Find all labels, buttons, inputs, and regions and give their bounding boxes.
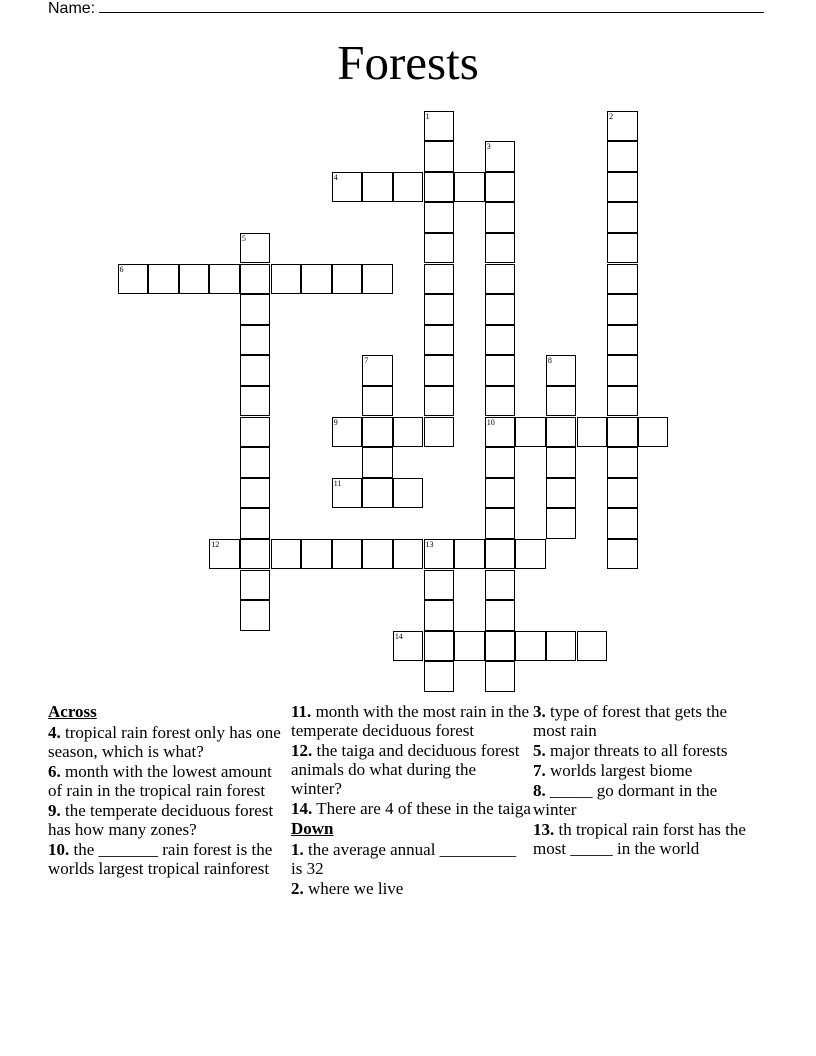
- clue-text: the temperate deciduous forest has how many zones?: [48, 801, 274, 839]
- clue-text: where we live: [303, 879, 404, 898]
- grid-cell[interactable]: [332, 539, 363, 570]
- cell-number: 12: [211, 539, 220, 549]
- clue-number: 6.: [48, 762, 61, 781]
- grid-cell[interactable]: [485, 539, 516, 570]
- grid-cell[interactable]: [240, 355, 271, 386]
- clue-text: the taiga and deciduous forest animals do what during the winter?: [291, 741, 520, 798]
- grid-cell[interactable]: [424, 600, 455, 631]
- grid-cell[interactable]: [393, 417, 424, 448]
- grid-cell[interactable]: [240, 417, 271, 448]
- grid-cell[interactable]: [485, 355, 516, 386]
- grid-cell[interactable]: [485, 417, 516, 448]
- cell-number: 4: [333, 172, 338, 182]
- grid-cell[interactable]: [485, 570, 516, 601]
- grid-cell[interactable]: [301, 264, 332, 295]
- cell-number: 7: [364, 356, 369, 366]
- grid-cell[interactable]: [515, 631, 546, 662]
- name-label: Name:: [48, 0, 96, 17]
- grid-cell[interactable]: [393, 478, 424, 509]
- grid-cell[interactable]: [424, 539, 455, 570]
- grid-cell[interactable]: [546, 417, 577, 448]
- clue-text: There are 4 of these in the taiga: [312, 799, 531, 818]
- clue-across-14: [291, 799, 531, 818]
- grid-cell[interactable]: [424, 386, 455, 417]
- grid-cell[interactable]: [424, 141, 455, 172]
- grid-cell[interactable]: [454, 172, 485, 203]
- cell-number: 3: [486, 142, 491, 152]
- cell-number: 14: [394, 631, 403, 641]
- grid-cell[interactable]: [240, 600, 271, 631]
- grid-cell[interactable]: [362, 478, 393, 509]
- grid-cell[interactable]: [577, 631, 608, 662]
- grid-cell[interactable]: [209, 539, 240, 570]
- across-heading: Across: [48, 702, 97, 721]
- grid-cell[interactable]: [424, 202, 455, 233]
- down-heading: Down: [291, 819, 334, 838]
- grid-cell[interactable]: [607, 508, 638, 539]
- cell-number: 13: [425, 539, 434, 549]
- grid-cell[interactable]: [485, 141, 516, 172]
- grid-cell[interactable]: [607, 417, 638, 448]
- grid-cell[interactable]: [546, 447, 577, 478]
- grid-cell[interactable]: [362, 417, 393, 448]
- grid-cell[interactable]: [638, 417, 669, 448]
- grid-cell[interactable]: [607, 264, 638, 295]
- grid-cell[interactable]: [515, 417, 546, 448]
- clue-number: 14.: [291, 799, 313, 818]
- grid-cell[interactable]: [362, 447, 393, 478]
- grid-cell[interactable]: [424, 661, 455, 692]
- grid-cell[interactable]: [424, 570, 455, 601]
- grid-cell[interactable]: [332, 172, 363, 203]
- clue-text: type of forest that gets the most rain: [533, 702, 728, 740]
- grid-cell[interactable]: [485, 661, 516, 692]
- grid-cell[interactable]: [424, 294, 455, 325]
- grid-cell[interactable]: [240, 386, 271, 417]
- clue-across-9: [48, 801, 283, 839]
- clue-column-2: [291, 702, 531, 899]
- grid-cell[interactable]: [301, 539, 332, 570]
- grid-cell[interactable]: [424, 631, 455, 662]
- grid-cell[interactable]: [118, 264, 149, 295]
- clue-number: 7.: [533, 761, 546, 780]
- cell-number: 6: [119, 264, 124, 274]
- grid-cell[interactable]: [485, 386, 516, 417]
- grid-cell[interactable]: [240, 264, 271, 295]
- cell-number: 8: [547, 356, 552, 366]
- grid-cell[interactable]: [393, 539, 424, 570]
- cell-number: 11: [333, 478, 342, 488]
- clue-number: 10.: [48, 840, 70, 859]
- grid-cell[interactable]: [485, 478, 516, 509]
- grid-cell[interactable]: [332, 417, 363, 448]
- clue-across-12: [291, 741, 531, 798]
- cell-number: 5: [241, 233, 246, 243]
- clue-down-7: [533, 761, 763, 780]
- grid-cell[interactable]: [485, 233, 516, 264]
- clue-text: worlds largest biome: [545, 761, 693, 780]
- grid-cell[interactable]: [546, 386, 577, 417]
- grid-cell[interactable]: [546, 631, 577, 662]
- grid-cell[interactable]: [240, 478, 271, 509]
- clue-down-13: [533, 820, 763, 858]
- grid-cell[interactable]: [607, 202, 638, 233]
- grid-cell[interactable]: [393, 631, 424, 662]
- grid-cell[interactable]: [240, 508, 271, 539]
- grid-cell[interactable]: [271, 539, 302, 570]
- grid-cell[interactable]: [362, 539, 393, 570]
- grid-cell[interactable]: [362, 355, 393, 386]
- grid-cell[interactable]: [240, 233, 271, 264]
- clue-number: 8.: [533, 781, 546, 800]
- grid-cell[interactable]: [485, 202, 516, 233]
- grid-cell[interactable]: [485, 294, 516, 325]
- grid-cell[interactable]: [546, 355, 577, 386]
- grid-cell[interactable]: [607, 539, 638, 570]
- clue-text: tropical rain forest only has one season, which is what?: [48, 723, 281, 761]
- grid-cell[interactable]: [607, 172, 638, 203]
- grid-cell[interactable]: [424, 233, 455, 264]
- grid-cell[interactable]: [424, 325, 455, 356]
- grid-cell[interactable]: [485, 325, 516, 356]
- grid-cell[interactable]: [424, 172, 455, 203]
- clue-number: 9.: [48, 801, 61, 820]
- page-title: Forests: [337, 35, 479, 90]
- clue-down-2: [291, 879, 531, 898]
- clue-text: _____ go dormant in the winter: [533, 781, 718, 819]
- grid-cell[interactable]: [485, 447, 516, 478]
- name-field[interactable]: [48, 0, 764, 18]
- clue-down-3: [533, 702, 763, 740]
- grid-cell[interactable]: [607, 294, 638, 325]
- clue-across-4: [48, 723, 283, 761]
- name-line[interactable]: [99, 0, 764, 13]
- grid-cell[interactable]: [485, 631, 516, 662]
- clue-text: th tropical rain forst has the most _____ in the world: [533, 820, 746, 858]
- clue-text: the _______ rain forest is the worlds largest tropical rainforest: [48, 840, 273, 878]
- grid-cell[interactable]: [332, 264, 363, 295]
- grid-cell[interactable]: [362, 172, 393, 203]
- clue-down-8: [533, 781, 763, 819]
- clue-down-1: [291, 840, 531, 878]
- grid-cell[interactable]: [424, 264, 455, 295]
- clue-number: 3.: [533, 702, 546, 721]
- grid-cell[interactable]: [240, 325, 271, 356]
- clue-number: 5.: [533, 741, 546, 760]
- grid-cell[interactable]: [393, 172, 424, 203]
- clue-text: month with the most rain in the temperate deciduous forest: [291, 702, 529, 740]
- clue-across-10: [48, 840, 283, 878]
- cell-number: 9: [333, 417, 338, 427]
- grid-cell[interactable]: [607, 447, 638, 478]
- grid-cell[interactable]: [424, 417, 455, 448]
- grid-cell[interactable]: [271, 264, 302, 295]
- clue-text: the average annual _________ is 32: [291, 840, 517, 878]
- grid-cell[interactable]: [485, 508, 516, 539]
- grid-cell[interactable]: [485, 264, 516, 295]
- grid-cell[interactable]: [607, 386, 638, 417]
- grid-cell[interactable]: [454, 539, 485, 570]
- grid-cell[interactable]: [240, 447, 271, 478]
- grid-cell[interactable]: [515, 539, 546, 570]
- grid-cell[interactable]: [607, 233, 638, 264]
- clue-number: 4.: [48, 723, 61, 742]
- grid-cell[interactable]: [332, 478, 363, 509]
- cell-number: 10: [486, 417, 495, 427]
- grid-cell[interactable]: [607, 141, 638, 172]
- grid-cell[interactable]: [607, 478, 638, 509]
- clue-across-6: [48, 762, 283, 800]
- grid-cell[interactable]: [607, 325, 638, 356]
- grid-cell[interactable]: [546, 478, 577, 509]
- grid-cell[interactable]: [607, 355, 638, 386]
- grid-cell[interactable]: [362, 264, 393, 295]
- clue-number: 12.: [291, 741, 313, 760]
- grid-cell[interactable]: [209, 264, 240, 295]
- grid-cell[interactable]: [179, 264, 210, 295]
- clue-column-3: [533, 702, 763, 859]
- clue-number: 2.: [291, 879, 304, 898]
- clue-number: 13.: [533, 820, 555, 839]
- clue-number: 11.: [291, 702, 312, 721]
- grid-cell[interactable]: [607, 111, 638, 142]
- grid-cell[interactable]: [424, 111, 455, 142]
- grid-cell[interactable]: [362, 386, 393, 417]
- grid-cell[interactable]: [240, 570, 271, 601]
- grid-cell[interactable]: [424, 355, 455, 386]
- clue-down-5: [533, 741, 763, 760]
- grid-cell[interactable]: [577, 417, 608, 448]
- grid-cell[interactable]: [546, 508, 577, 539]
- cell-number: 2: [609, 111, 614, 121]
- clue-column-1: [48, 702, 283, 879]
- grid-cell[interactable]: [454, 631, 485, 662]
- grid-cell[interactable]: [240, 539, 271, 570]
- clue-number: 1.: [291, 840, 304, 859]
- grid-cell[interactable]: [240, 294, 271, 325]
- grid-cell[interactable]: [148, 264, 179, 295]
- clue-across-11: [291, 702, 531, 740]
- cell-number: 1: [425, 111, 430, 121]
- clue-text: major threats to all forests: [545, 741, 728, 760]
- grid-cell[interactable]: [485, 172, 516, 203]
- grid-cell[interactable]: [485, 600, 516, 631]
- clue-text: month with the lowest amount of rain in the tropical rain forest: [48, 762, 272, 800]
